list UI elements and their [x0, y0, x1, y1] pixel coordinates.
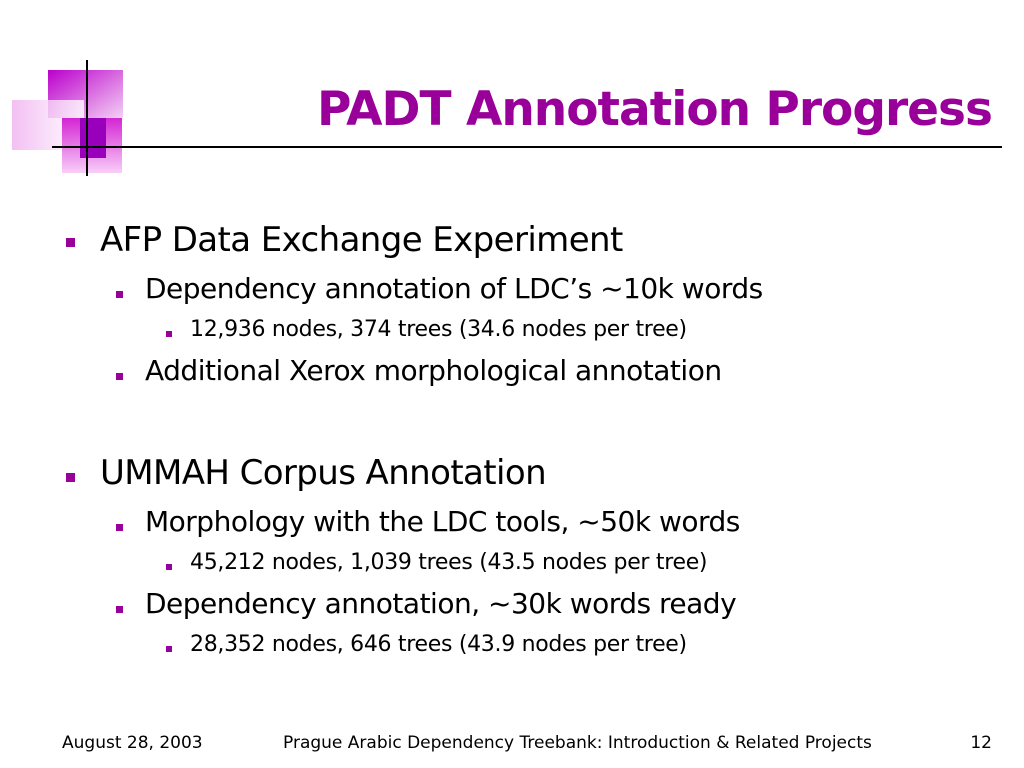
bullet-ummah-dependency: Dependency annotation, ~30k words ready — [145, 587, 737, 620]
bullet-ummah-dependency-stats: 28,352 nodes, 646 trees (43.9 nodes per tree) — [190, 632, 687, 657]
bullet-marker — [116, 606, 123, 613]
bullet-marker — [166, 564, 172, 570]
bullet-marker — [116, 524, 123, 531]
corner-decoration — [0, 0, 150, 180]
bullet-afp-dependency: Dependency annotation of LDC’s ~10k words — [145, 272, 763, 305]
bullet-marker — [66, 473, 75, 482]
decor-square-center — [80, 118, 106, 158]
slide-title: PADT Annotation Progress — [317, 82, 992, 137]
bullet-afp-xerox: Additional Xerox morphological annotation — [145, 354, 722, 387]
bullet-marker — [116, 291, 123, 298]
bullet-afp-dependency-stats: 12,936 nodes, 374 trees (34.6 nodes per tree) — [190, 317, 687, 342]
bullet-marker — [66, 238, 75, 247]
bullet-ummah-morphology-stats: 45,212 nodes, 1,039 trees (43.5 nodes per tree) — [190, 550, 708, 575]
title-underline — [52, 146, 1002, 148]
footer-date: August 28, 2003 — [62, 733, 203, 753]
footer-title: Prague Arabic Dependency Treebank: Introduction & Related Projects — [283, 733, 872, 753]
bullet-afp: AFP Data Exchange Experiment — [100, 220, 623, 260]
footer-page-number: 12 — [970, 733, 992, 753]
bullet-marker — [166, 331, 172, 337]
bullet-marker — [116, 373, 123, 380]
bullet-ummah-morphology: Morphology with the LDC tools, ~50k words — [145, 505, 740, 538]
bullet-ummah: UMMAH Corpus Annotation — [100, 453, 547, 493]
bullet-marker — [166, 646, 172, 652]
